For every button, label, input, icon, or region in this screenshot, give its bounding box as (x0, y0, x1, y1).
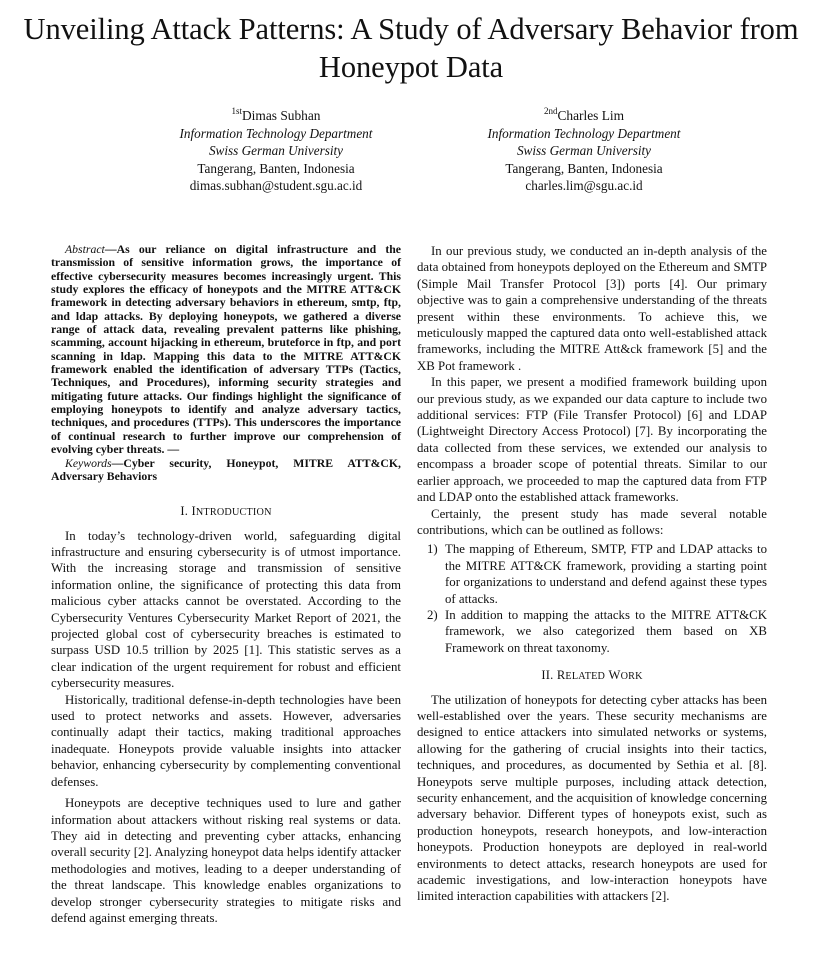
abstract (51, 243, 401, 457)
section-title-initial: W (608, 668, 621, 683)
author-name (116, 107, 436, 125)
keywords-text: —Cyber security, Honeypot, MITRE ATT&CK, Adversary Behaviors (51, 456, 401, 483)
author-department: Information Technology Department (487, 125, 681, 141)
list-item (417, 541, 767, 607)
list-item-number: 2) (427, 607, 438, 622)
section-title-initial: R (556, 668, 566, 683)
author-name-text: Charles Lim (557, 108, 625, 123)
left-column (51, 243, 401, 926)
author-university: Swiss German University (516, 143, 652, 159)
paragraph: In today’s technology-driven world, safeguarding digital infrastructure and ensuring cybersecurity is of utmost importance. With the increasing storage and transmission of sensitive information online, the significance of protecting this data from malicious cyber attacks cannot be overstated. According to the Cybersecurity Ventures Cybersecurity Market Report of 2021, the projected global cost of cybersecurity breaches is estimated to surpass USD 10.5 trillion by 2025 [1]. This statistic serves as a clear indication of the urgent requirement for robust and efficient cybersecurity measures. (51, 528, 401, 691)
list-item (417, 607, 767, 656)
paragraph: Certainly, the present study has made several notable contributions, which can be outlined as follows: (417, 506, 767, 537)
section-numeral: I. (180, 504, 189, 519)
paragraph: In this paper, we present a modified framework building upon our previous study, as we expanded our data capture to include two additional services: FTP (File Transfer Protocol) [6] and LDAP (Lightweight Directory Access Protocol) [7]. By incorporating the data collected from these services, we extended our analysis to encompass a broader scope of potential threats. Similar to our earlier approach, we proceeded to map the captured data from FTP and LDAP onto the established attack frameworks. (417, 375, 767, 505)
right-column (417, 243, 767, 905)
contributions-list (417, 541, 767, 656)
section-title-rest: ORK (620, 671, 643, 683)
paper-title: Unveiling Attack Patterns: A Study of Adversary Behavior from Honeypot Data (23, 12, 799, 84)
section-title-initial: I (191, 504, 196, 519)
paragraph: Honeypots are deceptive techniques used to lure and gather information about attackers without risking real systems or data. They aid in detecting and preventing cyber attacks, enhancing overall security [2]. Analyzing honeypot data helps identify attacker methodologies and motives, leading to a deeper understanding of the threat landscape. This knowledge enables organizations to develop stronger cybersecurity strategies to mitigate risks and defend against emerging threats. (51, 796, 401, 925)
author-order: 1st (231, 106, 243, 116)
author-email: dimas.subhan@student.sgu.ac.id (189, 178, 363, 194)
author-university: Swiss German University (208, 143, 344, 159)
paragraph: Historically, traditional defense-in-depth technologies have been used to protect networks and assets. However, adversaries continually adapt their tactics, making traditional approaches inadequate. Honeypots provide valuable insights into attacker behavior, enhancing cybersecurity by complementing conventional defenses. (51, 692, 401, 789)
section-title-rest: ELATED (565, 671, 606, 683)
keywords-label: Keywords (65, 456, 112, 470)
author-location: Tangerang, Banten, Indonesia (197, 160, 355, 176)
list-item-text: The mapping of Ethereum, SMTP, FTP and LDAP attacks to the MITRE ATT&CK framework, providing a starting point for organizations to understand and defend against these types of attacks. (445, 542, 767, 606)
author-department: Information Technology Department (179, 125, 373, 141)
author-email: charles.lim@sgu.ac.id (525, 178, 643, 194)
abstract-label: Abstract (65, 243, 105, 256)
section-numeral: II. (541, 668, 554, 683)
section-heading-related-work (417, 667, 767, 685)
paragraph: In our previous study, we conducted an in-depth analysis of the data obtained from honeypots deployed on the Ethereum and SMTP (Simple Mail Transfer Protocol [3]) ports [4]. Our primary objective was to gain a comprehensive understanding of the threats present within these environments. To achieve this, we meticulously mapped the captured data onto well-established attack frameworks, including the MITRE Att&ck framework [5] and the XB Pot framework . (417, 244, 767, 373)
abstract-text: —As our reliance on digital infrastructure and the transmission of sensitive information grows, the importance of effective cybersecurity measures becomes increasingly urgent. This study explores the efficacy of honeypots and the MITRE ATT&CK framework in detecting adversary behaviors in ethereum, smtp, ftp, and ldap attacks. By deploying honeypots, we gathered a diverse range of attack data, revealing prevalent patterns like phishing, scamming, account hijacking in ethereum, bruteforce in ftp, and port scanning in ldap. Mapping this data to the MITRE ATT&CK framework enabled the identification of adversary TTPs (Tactics, Techniques, and Procedures), informing security strategies and mitigating future attacks. Our findings highlight the significance of employing honeypots to identify and analyze adversary tactics, techniques, and procedures (TTPs). This underscores the importance of continual research to further improve our comprehension of evolving cyber threats. — (51, 243, 401, 457)
author-block (424, 107, 744, 195)
list-item-text: In addition to mapping the attacks to the MITRE ATT&CK framework, we also categorized them based on XB Framework on threat taxonomy. (445, 607, 767, 655)
author-name (424, 107, 744, 125)
author-order: 2nd (543, 106, 558, 116)
section-heading-introduction (51, 503, 401, 521)
author-block (116, 107, 436, 195)
section-title-rest: NTRODUCTION (195, 507, 272, 519)
list-item-number: 1) (427, 542, 438, 557)
author-name-text: Dimas Subhan (242, 108, 321, 123)
author-location: Tangerang, Banten, Indonesia (505, 160, 663, 176)
keywords (51, 457, 401, 484)
paragraph: The utilization of honeypots for detecting cyber attacks has been well-established over the years. These security mechanisms are designed to entice attackers into simulated networks or systems, allowing for the gathering of crucial insights into their tactics, techniques, and procedures, as documented by Sethia et al. [8]. Honeypots serve multiple purposes, including attack detection, security enhancement, and the acquisition of knowledge concerning adversary behavior. Different types of honeypots exist, such as production honeypots, research honeypots, and low-interaction honeypots. Production honeypots are deployed in real-world environments to detect attacks, research honeypots are used for academic investigations, and low-interaction honeypots have limited interaction capabilities with attackers [2]. (417, 692, 767, 904)
